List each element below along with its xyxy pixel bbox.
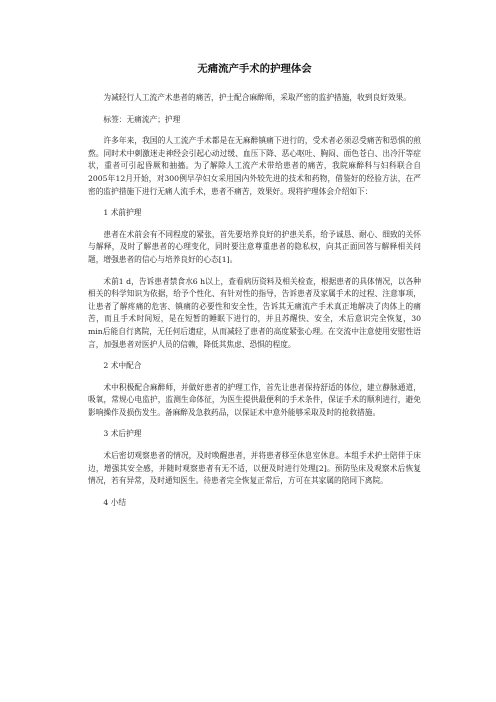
document-page bbox=[88, 62, 421, 518]
section-heading-preoperative: 1 术前护理 bbox=[103, 208, 142, 218]
section-heading-summary: 4 小结 bbox=[103, 497, 127, 507]
abstract-paragraph: 为减轻行人工流产术患者的痛苦，护士配合麻醉师，采取严密的监护措施，收到良好效果。 bbox=[103, 93, 411, 102]
document-title: 无痛流产手术的护理体会 bbox=[197, 63, 312, 75]
section-3-paragraph-1: 术后密切观察患者的情况，及时唤醒患者，并将患者移至休息室休息。本组手术护士陪伴于床边，增强其安全感，并随时观察患者有无不适，以便及时进行处理[2]。预防坠床及观察术后恢复情况，若有异常，及时通知医生。待患者完全恢复正常后，方可在其家属的陪同下离院。 bbox=[88, 451, 421, 486]
section-heading-intraoperative: 2 术中配合 bbox=[103, 361, 142, 371]
section-1-paragraph-2: 术前1 d，告诉患者禁食水6 h以上，查看病历资料及相关检查，根据患者的具体情况，以各种相关的科学知识为依据，给予个性化、有针对性的指导，告诉患者及家属手术的过程、注意事项，让患者了解疼痛的危害、镇痛的必要性和安全性，告诉其无痛流产手术真正地解决了肉体上的痛苦，而且手术时间短，是在短暂的睡眠下进行的，并且苏醒快、安全，术后意识完全恢复，30 min后能自行离院，无任何后遗症，从而减轻了患者的高度紧张心理。在交流中注意使用安慰性语言，加强患者对医护人员的信赖，降低其焦虑、恐惧的程度。 bbox=[88, 276, 421, 349]
section-heading-postoperative: 3 术后护理 bbox=[103, 429, 142, 439]
intro-paragraph: 许多年来，我国的人工流产手术都是在无麻醉镇痛下进行的，受术者必须忍受痛苦和恐惧的煎熬。同时术中刺激迷走神经会引起心动过缓、血压下降、恶心呕吐、胸闷、面色苍白、出冷汗等症状，重者可引起昏厥和抽搐。为了解除人工流产术带给患者的痛苦，我院麻醉科与妇科联合自2005年12月开始，对300例早孕妇女采用国内外较先进的技术和药物，借鉴好的经验方法，在严密的监护措施下进行无痛人流手术，患者不痛苦，效果好。现将护理体会介绍如下： bbox=[88, 136, 421, 196]
section-2-paragraph-1: 术中积极配合麻醉师，并做好患者的护理工作，首先让患者保持舒适的体位，建立静脉通道，吸氧，常规心电监护，监测生命体征，为医生提供最便利的手术条件，保证手术的顺利进行，避免影响操作及损伤发生。备麻醉及急救药品，以保证术中意外能够采取及时的抢救措施。 bbox=[88, 382, 421, 417]
section-1-paragraph-1: 患者在术前会有不同程度的紧张，首先要培养良好的护患关系，给予诚恳、耐心、细致的关怀与解释，及时了解患者的心理变化，同时要注意尊重患者的隐私权，向其正面回答与解释相关问题，增强患者的信心与培养良好的心态[1]。 bbox=[88, 229, 421, 264]
keywords-line: 标签：无痛流产；护理 bbox=[103, 114, 181, 124]
